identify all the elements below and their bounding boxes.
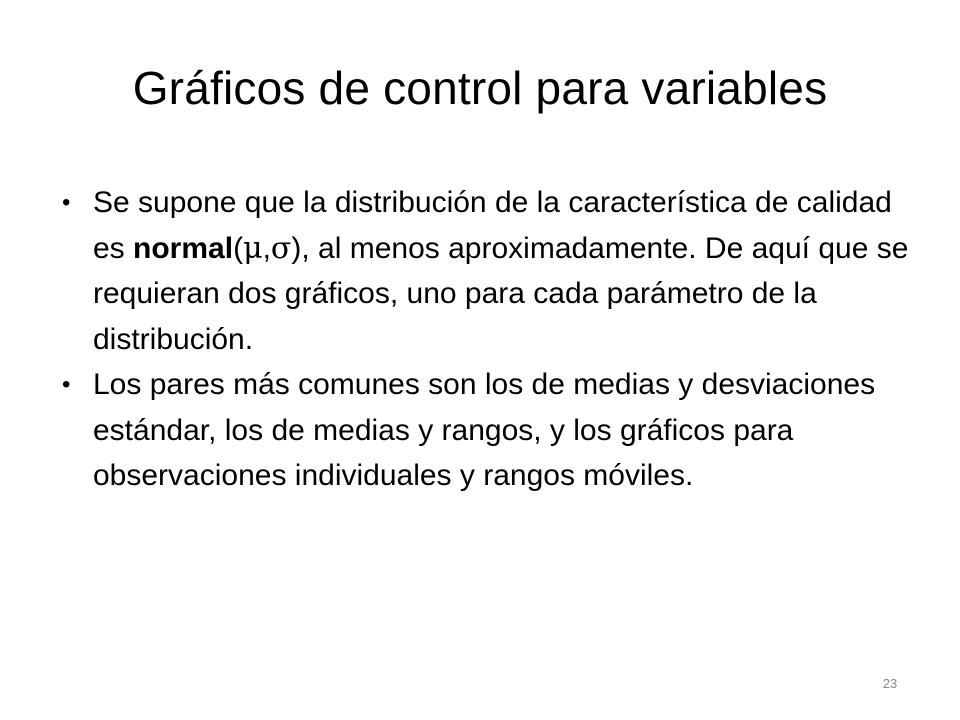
bullet-dot-icon: • [62, 371, 71, 398]
page-number: 23 [882, 676, 898, 691]
bullet-text-bold-normal: normal [133, 231, 234, 265]
open-paren: ( [233, 231, 244, 265]
bullet-dot-icon: • [62, 189, 71, 216]
bullet-list [58, 180, 918, 499]
bullet-text: Los pares más comunes son los de medias y desviaciones estándar, los de medias y rangos, y los gráficos para observaciones individuales y rangos móviles. [93, 368, 876, 492]
bullet-item-normal-distribution [58, 180, 918, 362]
bullet-item-common-pairs [58, 362, 918, 499]
mu-symbol: μ [243, 230, 263, 266]
bullet-text-end: ), al menos aproximadamente. De aquí que se requieran dos gráficos, uno para cada parámetro de la distribución. [93, 231, 909, 356]
bullet-text-start: Se supone que la distribución de la característica de calidad es [93, 186, 892, 265]
sigma-symbol: σ [270, 230, 292, 266]
slide-title: Gráficos de control para variables [132, 62, 828, 114]
comma: , [262, 231, 271, 265]
